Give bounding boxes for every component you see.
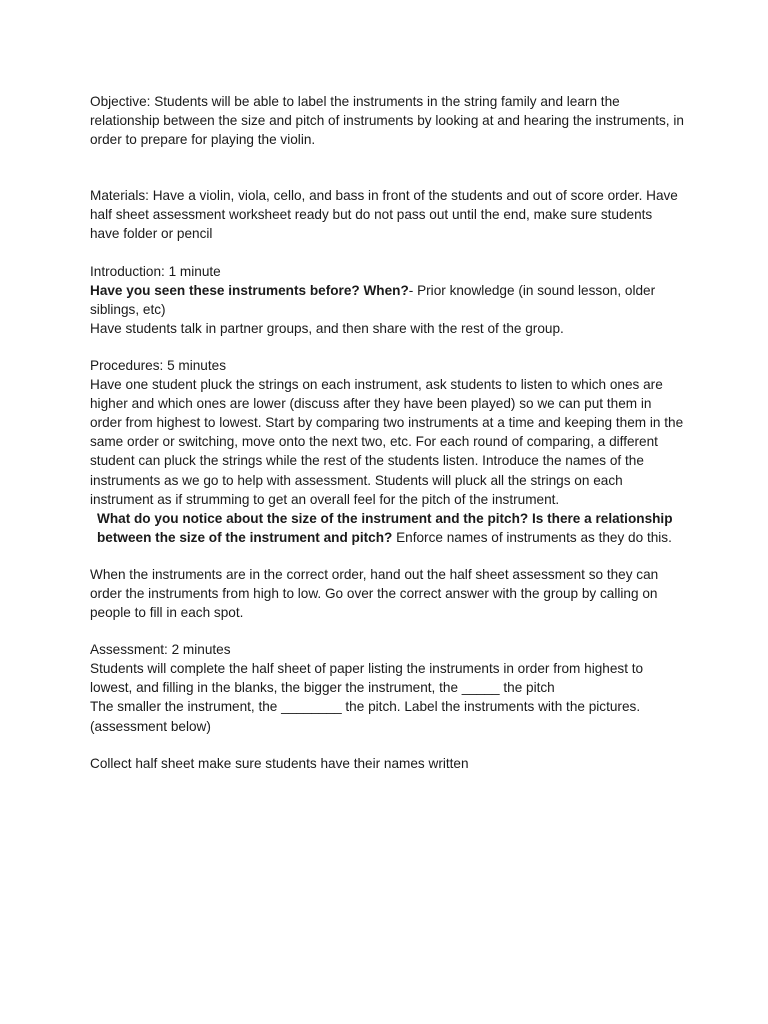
introduction-heading: Introduction: 1 minute xyxy=(90,263,221,279)
objective-paragraph: Objective: Students will be able to label the instruments in the string family and learn the relationship between the size and pitch of instruments by looking at and hearing the instruments, in order to prepare for playing the violin. xyxy=(90,94,684,148)
ordering-paragraph: When the instruments are in the correct order, hand out the half sheet assessment so they can order the instruments from high to low. Go over the correct answer with the group by calling on people to fill in each spot. xyxy=(90,566,659,621)
introduction-question-note: - Prior knowledge (in sound lesson, older siblings, etc) xyxy=(90,282,656,317)
lesson-plan-document xyxy=(90,92,685,773)
materials-paragraph: Materials: Have a violin, viola, cello, and bass in front of the students and out of score order. Have half sheet assessment worksheet ready but do not pass out until the end, make sure students have folder or pencil xyxy=(90,188,678,242)
assessment-line-3: (assessment below) xyxy=(90,718,211,734)
introduction-question-line xyxy=(90,281,685,319)
procedures-question-line xyxy=(90,509,685,547)
introduction-question: Have you seen these instruments before? When? xyxy=(90,282,409,298)
procedures-body: Have one student pluck the strings on each instrument, ask students to listen to which ones are higher and which ones are lower (discuss after they have been played) so we can put them in order from highest to lowest. Start by comparing two instruments at a time and keeping them in the same order or switching, move onto the next two, etc. For each round of comparing, a different student can pluck the strings while the rest of the students listen. Introduce the names of the instruments as we go to help with assessment. Students will pluck all the strings on each instrument as if strumming to get an overall feel for the pitch of the instrument. xyxy=(90,377,684,507)
assessment-line-1: Students will complete the half sheet of paper listing the instruments in order from highest to lowest, and filling in the blanks, the bigger the instrument, the _____ the pitch xyxy=(90,661,644,696)
closing-paragraph: Collect half sheet make sure students have their names written xyxy=(90,755,469,771)
procedures-question: What do you notice about the size of the instrument and the pitch? Is there a relationship between the size of the instrument and pitch? xyxy=(97,510,673,545)
assessment-line-2: The smaller the instrument, the ________ the pitch. Label the instruments with the pictures. xyxy=(90,699,641,715)
assessment-heading: Assessment: 2 minutes xyxy=(90,642,231,658)
procedures-question-note: Enforce names of instruments as they do this. xyxy=(392,529,672,545)
introduction-partner-text: Have students talk in partner groups, and then share with the rest of the group. xyxy=(90,320,564,336)
procedures-heading: Procedures: 5 minutes xyxy=(90,357,227,373)
